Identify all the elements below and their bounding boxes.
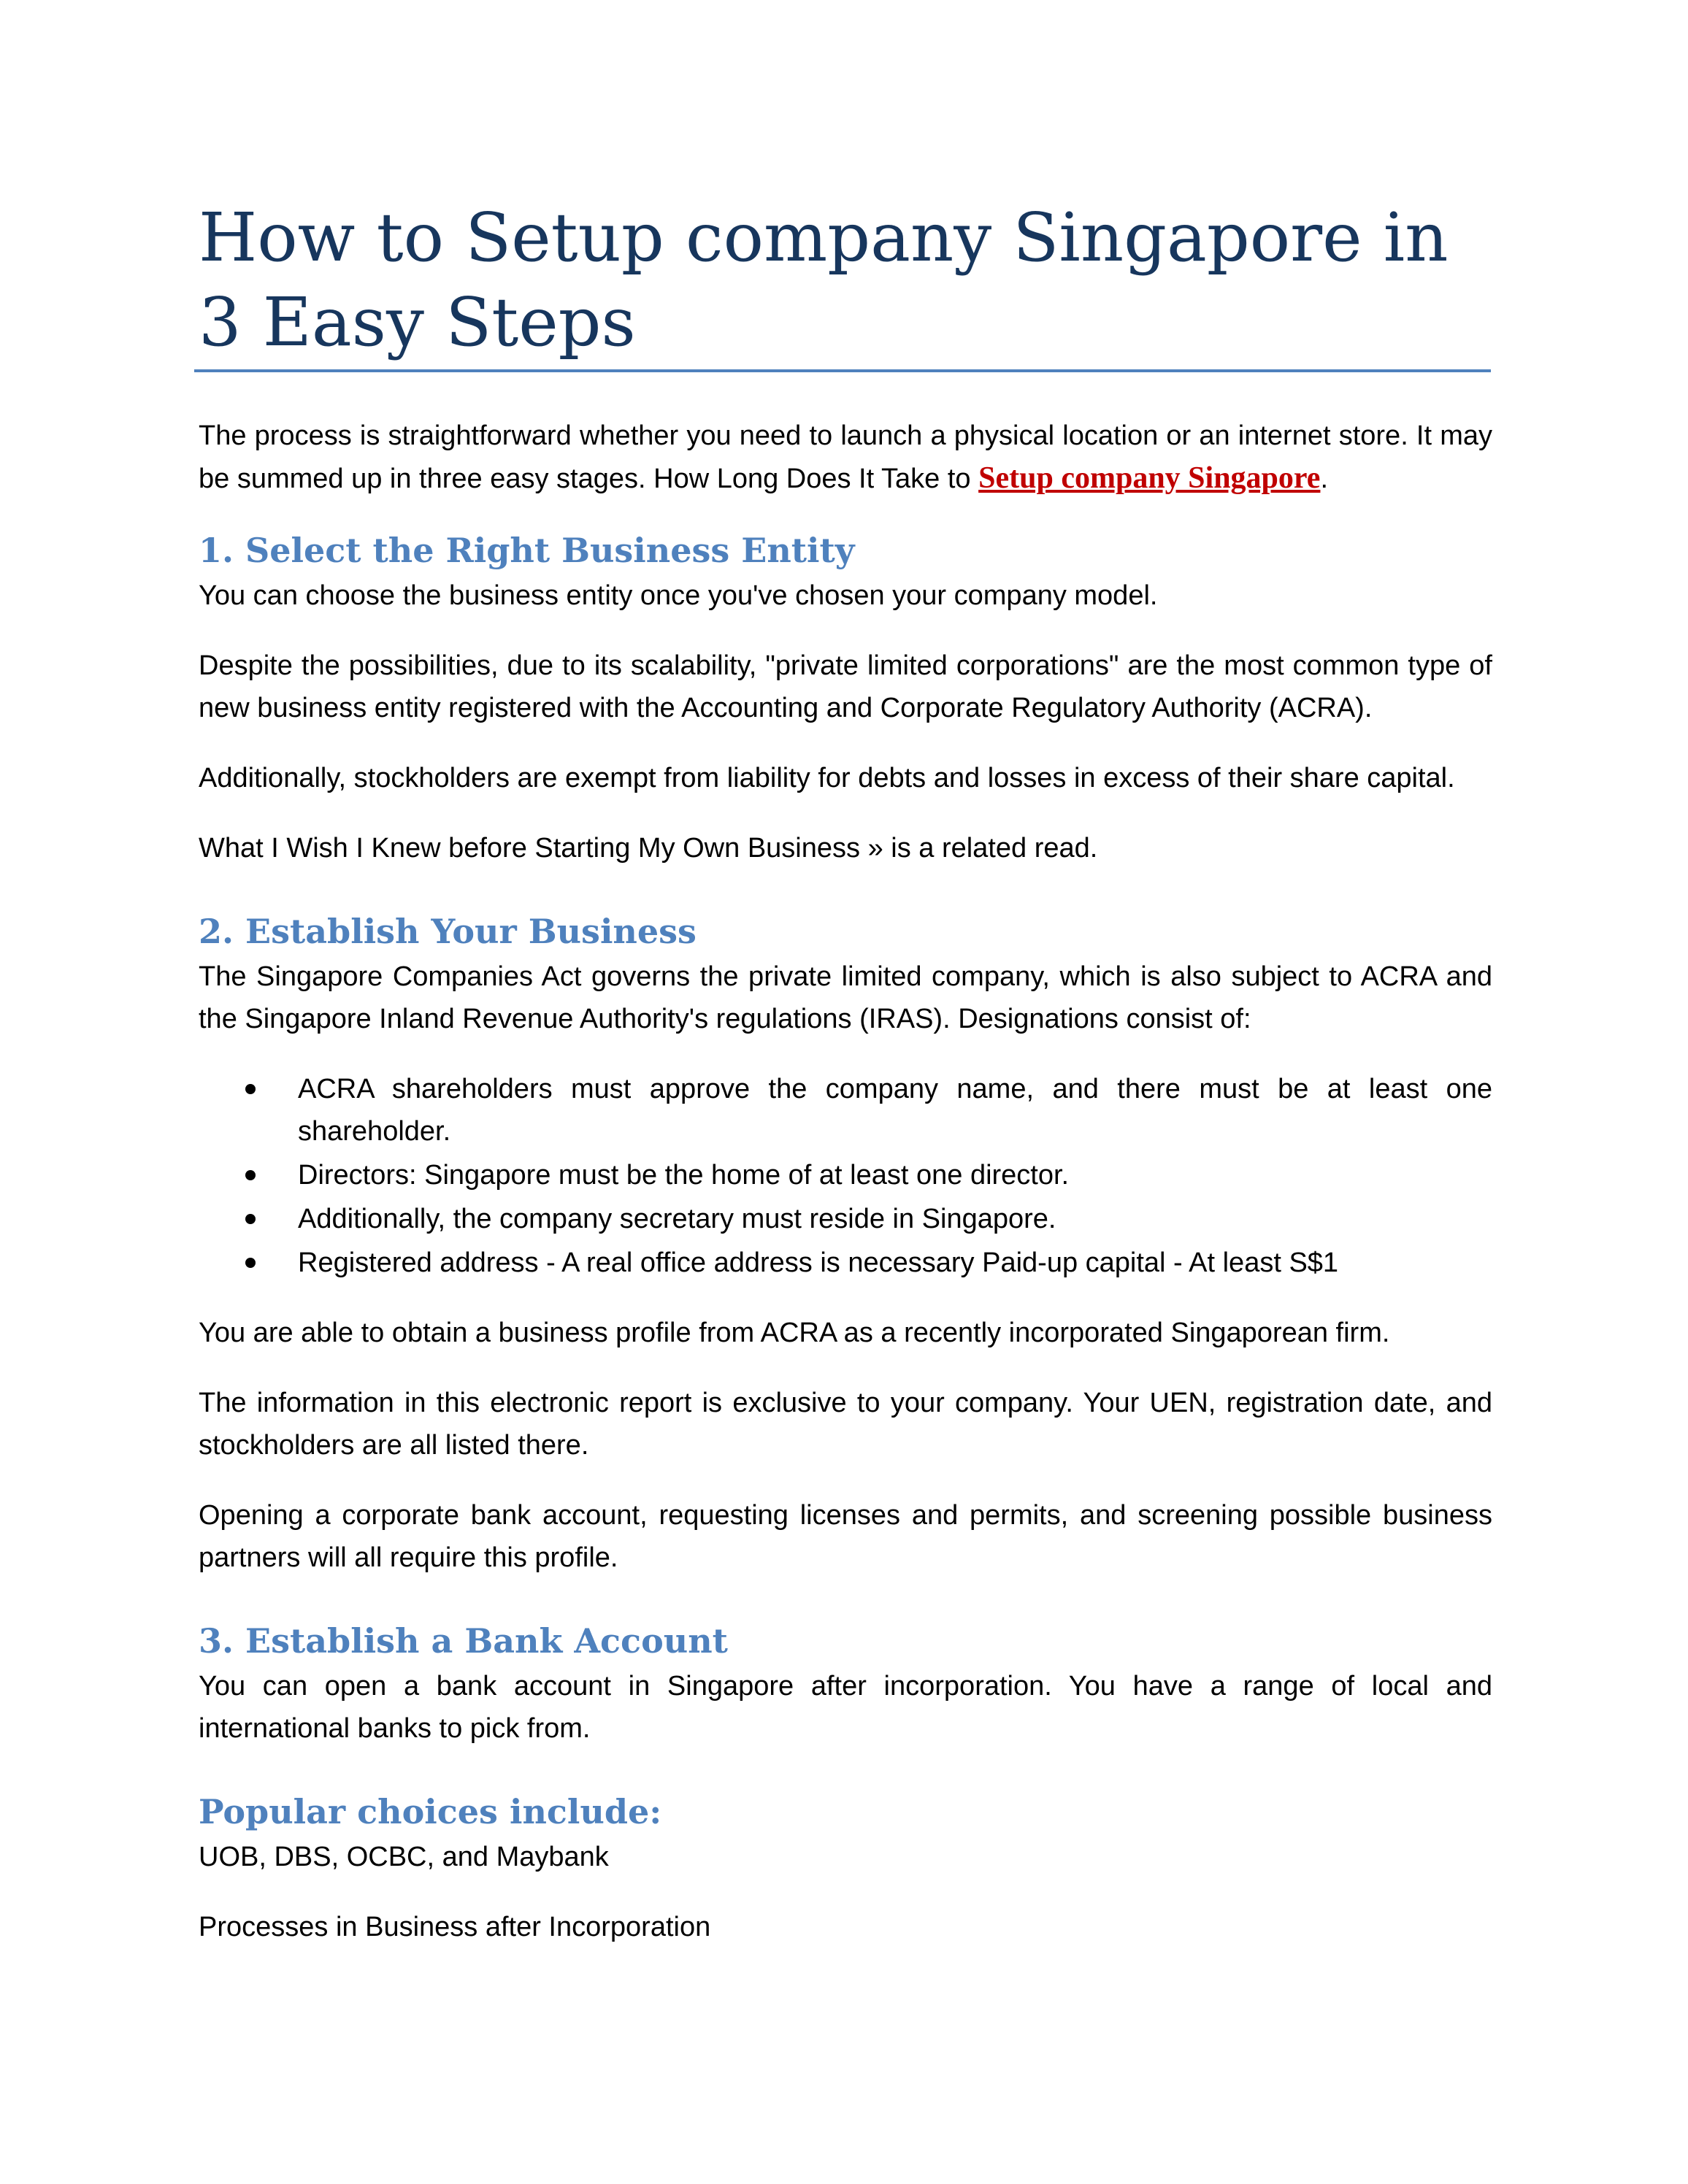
title-underline xyxy=(194,369,1491,372)
section4-paragraph: UOB, DBS, OCBC, and Maybank xyxy=(199,1842,609,1872)
bullet-icon xyxy=(245,1170,256,1180)
section-heading-1: 1. Select the Right Business Entity xyxy=(199,531,855,570)
section1-paragraph: What I Wish I Knew before Starting My Own Business » is a related read. xyxy=(199,833,1098,864)
intro-paragraph xyxy=(199,415,1492,500)
list-item xyxy=(199,1154,1492,1196)
section2-paragraph: The information in this electronic report is exclusive to your company. Your UEN, registration date, and stockholders are all listed there. xyxy=(199,1388,1492,1461)
document-page xyxy=(199,196,1492,1976)
bullet-icon xyxy=(245,1084,256,1094)
list-item xyxy=(199,1198,1492,1240)
intro-text-end: . xyxy=(1320,464,1329,494)
section1-paragraph: Additionally, stockholders are exempt from liability for debts and losses in excess of their share capital. xyxy=(199,763,1455,793)
section4-paragraph: Processes in Business after Incorporation xyxy=(199,1912,711,1942)
list-item-text: Directors: Singapore must be the home of at least one director. xyxy=(298,1160,1070,1191)
designations-list xyxy=(199,1068,1492,1284)
list-item-text: Additionally, the company secretary must reside in Singapore. xyxy=(298,1204,1056,1234)
bullet-icon xyxy=(245,1258,256,1268)
section2-paragraph: You are able to obtain a business profile from ACRA as a recently incorporated Singaporean firm. xyxy=(199,1318,1390,1348)
list-item xyxy=(199,1068,1492,1153)
list-item xyxy=(199,1242,1492,1284)
section1-paragraph: Despite the possibilities, due to its scalability, "private limited corporations" are the most common type of new business entity registered with the Accounting and Corporate Regulatory Authority (ACRA). xyxy=(199,650,1492,723)
section3-paragraph: You can open a bank account in Singapore after incorporation. You have a range of local and international banks to pick from. xyxy=(199,1671,1492,1744)
section2-intro: The Singapore Companies Act governs the private limited company, which is also subject to ACRA and the Singapore Inland Revenue Authority's regulations (IRAS). Designations consist of: xyxy=(199,961,1492,1034)
section2-paragraph: Opening a corporate bank account, requesting licenses and permits, and screening possible business partners will all require this profile. xyxy=(199,1500,1492,1573)
setup-company-link[interactable]: Setup company Singapore xyxy=(978,461,1321,495)
intro-text: The process is straightforward whether you need to launch a physical location or an internet store. It may be summed up in three easy stages. How Long Does It Take to xyxy=(199,420,1492,494)
page-title: How to Setup company Singapore in 3 Easy Steps xyxy=(199,199,1449,361)
list-item-text: Registered address - A real office address is necessary Paid-up capital - At least S$1 xyxy=(298,1247,1339,1278)
section-heading-4: Popular choices include: xyxy=(199,1792,662,1831)
list-item-text: ACRA shareholders must approve the company name, and there must be at least one shareholder. xyxy=(298,1074,1492,1147)
section-heading-3: 3. Establish a Bank Account xyxy=(199,1621,728,1661)
section-heading-2: 2. Establish Your Business xyxy=(199,912,697,951)
bullet-icon xyxy=(245,1214,256,1224)
section1-paragraph: You can choose the business entity once you've chosen your company model. xyxy=(199,580,1158,611)
